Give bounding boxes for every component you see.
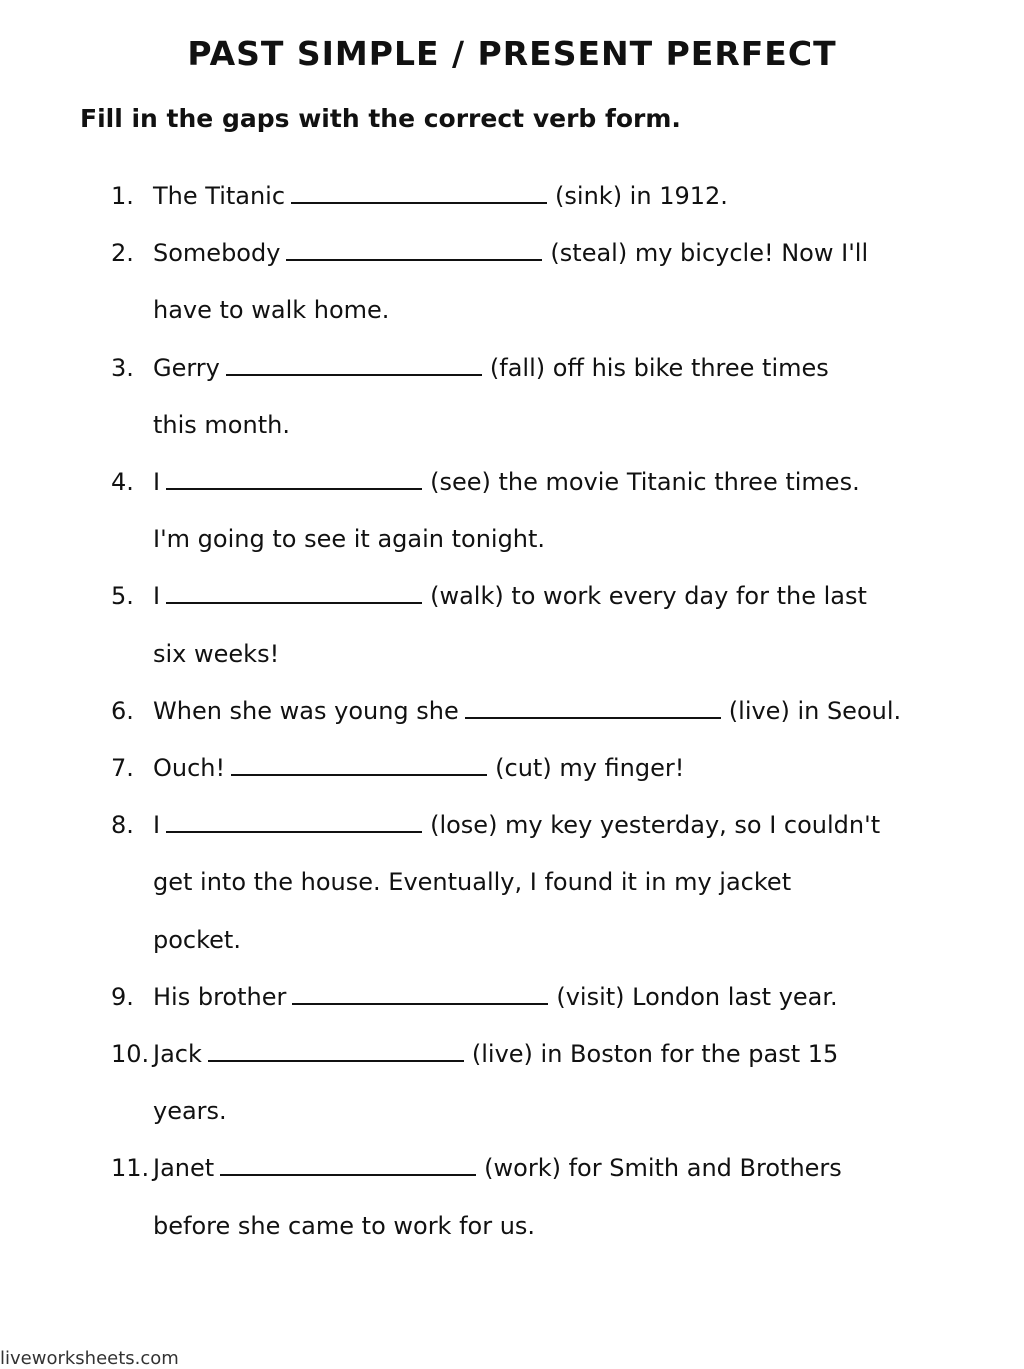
item-text-after: (live) in Boston for the past 15 (471, 1040, 839, 1068)
item-text-before: Jack (153, 1040, 202, 1068)
item-text-before: Ouch! (153, 754, 226, 782)
answer-gap[interactable] (226, 352, 482, 376)
item-number: 5. (111, 582, 134, 611)
item-text (153, 352, 829, 384)
item-text-after: (cut) my finger! (495, 754, 685, 782)
item-number: 4. (111, 468, 134, 496)
item-text-before: I (153, 468, 161, 496)
item-text-before: His brother (153, 982, 287, 1011)
item-continuation: this month. (153, 410, 290, 439)
item-continuation: I'm going to see it again tonight. (153, 525, 546, 554)
answer-gap[interactable] (166, 809, 422, 833)
item-text (153, 981, 838, 1013)
item-continuation: get into the house. Eventually, I found it in my jacket (153, 868, 792, 897)
answer-gap[interactable] (291, 180, 547, 204)
worksheet-title: PAST SIMPLE / PRESENT PERFECT (187, 34, 837, 73)
item-number: 1. (111, 182, 134, 210)
item-continuation: six weeks! (153, 639, 280, 668)
item-text (153, 695, 901, 727)
item-text-before: The Titanic (153, 182, 286, 210)
item-number: 6. (111, 696, 134, 725)
answer-gap[interactable] (465, 695, 721, 719)
item-text (153, 180, 728, 212)
item-number: 3. (111, 353, 134, 382)
item-continuation: have to walk home. (153, 296, 390, 325)
item-text-after: (fall) off his bike three times (489, 353, 829, 382)
item-text-after: (walk) to work every day for the last (430, 582, 867, 611)
answer-gap[interactable] (292, 981, 548, 1005)
instructions: Fill in the gaps with the correct verb form. (80, 104, 681, 133)
item-text-after: (steal) my bicycle! Now I'll (550, 239, 869, 268)
item-number: 9. (111, 982, 134, 1011)
item-text-after: (see) the movie Titanic three times. (430, 468, 860, 496)
item-text-after: (work) for Smith and Brothers (484, 1154, 842, 1183)
answer-gap[interactable] (231, 752, 487, 776)
item-text-before: Somebody (153, 239, 281, 268)
item-text-before: When she was young she (153, 696, 459, 725)
item-text-before: Gerry (153, 353, 220, 382)
item-number: 2. (111, 239, 134, 268)
answer-gap[interactable] (166, 580, 422, 604)
item-continuation: years. (153, 1097, 227, 1126)
answer-gap[interactable] (286, 237, 542, 261)
item-number: 7. (111, 754, 134, 782)
item-text-after: (lose) my key yesterday, so I couldn't (430, 811, 881, 840)
answer-gap[interactable] (208, 1038, 464, 1062)
item-continuation: before she came to work for us. (153, 1211, 536, 1240)
item-number: 10. (111, 1040, 150, 1068)
item-text-before: I (153, 811, 161, 840)
answer-gap[interactable] (220, 1152, 476, 1176)
item-text-after: (live) in Seoul. (728, 696, 902, 725)
item-text (153, 580, 867, 612)
item-text (153, 1152, 842, 1184)
item-text-before: Janet (153, 1154, 215, 1183)
item-text (153, 1038, 838, 1070)
item-text-after: (sink) in 1912. (555, 182, 728, 210)
item-text (153, 237, 868, 269)
item-continuation: pocket. (153, 925, 241, 954)
item-text-before: I (153, 582, 161, 611)
item-text (153, 466, 860, 498)
answer-gap[interactable] (166, 466, 422, 490)
item-text (153, 752, 684, 784)
item-text-after: (visit) London last year. (556, 982, 838, 1011)
footer-watermark: liveworksheets.com (0, 1348, 179, 1369)
item-number: 11. (111, 1154, 150, 1183)
item-number: 8. (111, 811, 134, 840)
item-text (153, 809, 880, 841)
